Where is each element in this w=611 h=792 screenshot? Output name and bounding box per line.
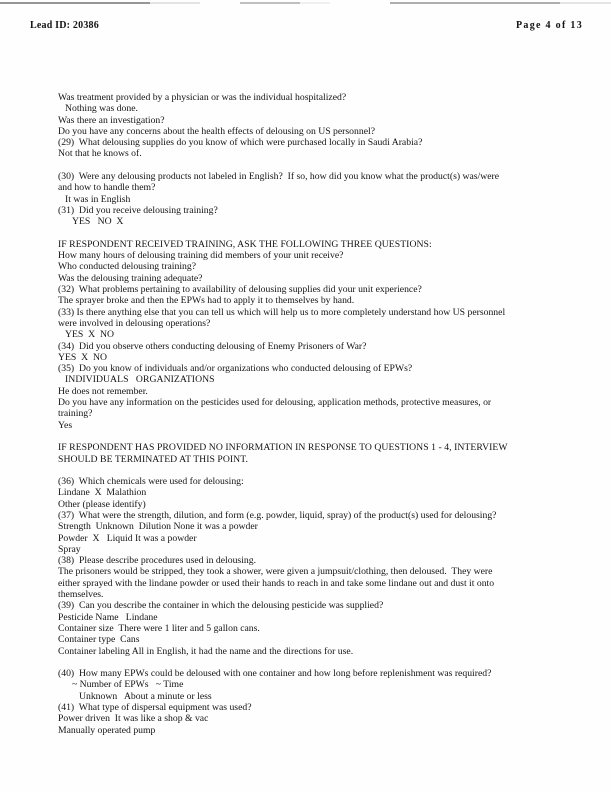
text-line: Not that he knows of. [58,148,142,160]
text-line: Was the delousing training adequate? [58,272,203,284]
text-line: YES NO X [72,216,124,228]
text-line: (40) How many EPWs could be deloused with one container and how long before replenishment was required? [58,668,492,680]
text-line: The sprayer broke and then the EPWs had to apply it to themselves by hand. [58,295,355,307]
text-line: (35) Do you know of individuals and/or organizations who conducted delousing of EPWs? [58,363,413,375]
text-line: Do you have any concerns about the health effects of delousing on US personnel? [58,125,375,137]
text-line: SHOULD BE TERMINATED AT THIS POINT. [58,453,248,465]
text-line: Nothing was done. [65,103,138,115]
text-line: Do you have any information on the pesticides used for delousing, application methods, protective measures, or [58,397,492,409]
paragraph-spacer [58,657,558,668]
text-line: IF RESPONDENT HAS PROVIDED NO INFORMATION IN RESPONSE TO QUESTIONS 1 - 4, INTERVIEW [58,442,508,454]
text-line: YES X NO [65,329,114,341]
text-line: Container type Cans [58,634,140,646]
text-line: themselves. [58,589,104,601]
text-line: Strength Unknown Dilution None it was a powder [58,521,258,533]
text-line: (38) Please describe procedures used in delousing. [58,555,256,567]
text-line: It was in English [65,193,131,205]
text-line: (29) What delousing supplies do you know of which were purchased locally in Saudi Arabia? [58,137,423,149]
page-number-label: Page 4 of 13 [516,20,583,31]
text-line: training? [58,408,93,420]
text-line: (41) What type of dispersal equipment was used? [58,702,252,714]
paragraph-spacer [58,160,558,171]
text-line: Container labeling All in English, it had the name and the directions for use. [58,645,354,657]
text-block [58,668,558,736]
text-block [58,171,558,227]
text-line: (34) Did you observe others conducting delousing of Enemy Prisoners of War? [58,340,367,352]
text-block [58,239,558,431]
text-line: Who conducted delousing training? [58,261,197,273]
text-line: were involved in delousing operations? [58,317,211,329]
text-line: (30) Were any delousing products not labeled in English? If so, how did you know what the product(s) was/were [58,171,500,183]
text-line: YES X NO [58,351,107,363]
text-line: Yes [58,419,73,431]
paragraph-spacer [58,465,558,476]
text-line: (39) Can you describe the container in which the delousing pesticide was supplied? [58,600,384,612]
text-block [58,476,558,657]
text-line: Spray [58,543,81,555]
text-line: Lindane X Malathion [58,487,147,499]
lead-id-label: Lead ID: 20386 [30,20,99,31]
text-line: (37) What were the strength, dilution, and form (e.g. powder, liquid, spray) of the product(s) used for delousing? [58,509,497,521]
text-line: The prisoners would be stripped, they took a shower, were given a jumpsuit/clothing, then deloused. They were [58,566,493,578]
text-line: ~ Number of EPWs ~ Time [72,679,184,691]
text-line: (31) Did you receive delousing training? [58,204,218,216]
paragraph-spacer [58,431,558,442]
document-body [58,92,558,736]
text-line: and how to handle them? [58,182,156,194]
text-line: Container size There were 1 liter and 5 gallon cans. [58,622,260,634]
text-line: Was treatment provided by a physician or was the individual hospitalized? [58,92,347,103]
text-line: Other (please identify) [58,498,146,510]
text-line: Pesticide Name Lindane [58,611,158,623]
page-header [30,20,583,31]
text-line: Power driven It was like a shop & vac [58,713,209,725]
text-block [58,92,558,160]
text-line: (36) Which chemicals were used for delousing: [58,476,244,488]
text-line: (33) Is there anything else that you can tell us which will help us to more completely understand how US personnel [58,306,506,318]
text-line: Manually operated pump [58,724,156,736]
text-line: IF RESPONDENT RECEIVED TRAINING, ASK THE FOLLOWING THREE QUESTIONS: [58,238,432,250]
text-line: He does not remember. [58,385,148,397]
text-line: Powder X Liquid It was a powder [58,532,197,544]
scan-artifact-line [0,2,611,4]
text-line: Unknown About a minute or less [79,690,212,702]
text-line: (32) What problems pertaining to availability of delousing supplies did your unit experience? [58,284,422,296]
text-block [58,442,558,465]
paragraph-spacer [58,228,558,239]
text-line: INDIVIDUALS ORGANIZATIONS [65,374,215,386]
text-line: How many hours of delousing training did members of your unit receive? [58,250,344,262]
text-line: either sprayed with the lindane powder or used their hands to reach in and take some lindane out and dust it onto [58,577,495,589]
text-line: Was there an investigation? [58,114,165,126]
